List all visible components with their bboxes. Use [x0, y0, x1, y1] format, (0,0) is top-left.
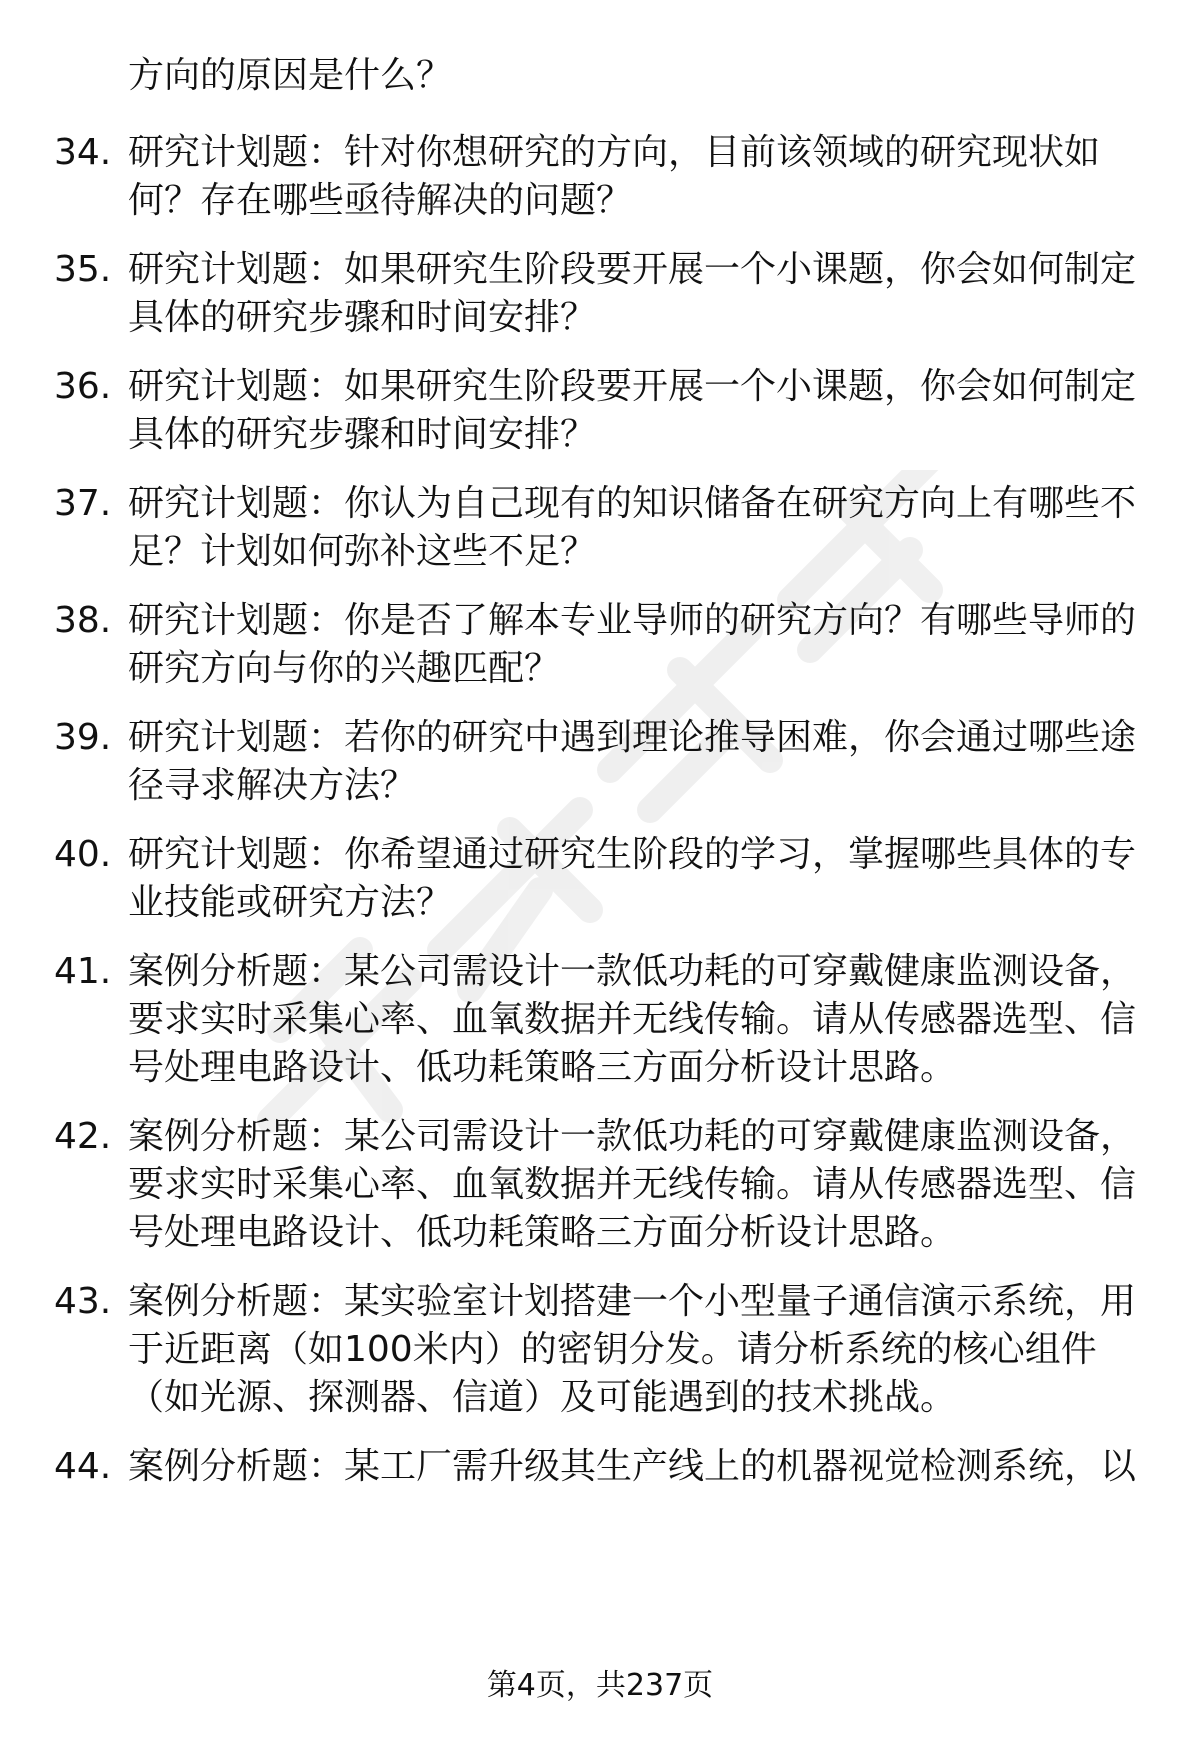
item-38-line-1: 研究计划题：你是否了解本专业导师的研究方向？有哪些导师的: [128, 600, 1137, 641]
item-36-line-1: 研究计划题：如果研究生阶段要开展一个小课题，你会如何制定: [128, 366, 1137, 407]
item-34-line-1: 研究计划题：针对你想研究的方向，目前该领域的研究现状如: [128, 132, 1101, 173]
item-39-line-1: 研究计划题：若你的研究中遇到理论推导困难，你会通过哪些途: [128, 717, 1137, 758]
item-38-line-2: 研究方向与你的兴趣匹配？: [128, 648, 561, 689]
item-42-line-3: 号处理电路设计、低功耗策略三方面分析设计思路。: [128, 1212, 957, 1253]
item-41-line-3: 号处理电路设计、低功耗策略三方面分析设计思路。: [128, 1047, 957, 1088]
item-42-line-1: 案例分析题：某公司需设计一款低功耗的可穿戴健康监测设备，: [128, 1116, 1137, 1157]
item-number-39: 39.: [54, 717, 112, 758]
item-41-line-2: 要求实时采集心率、血氧数据并无线传输。请从传感器选型、信: [128, 999, 1137, 1040]
item-37-line-1: 研究计划题：你认为自己现有的知识储备在研究方向上有哪些不: [128, 483, 1137, 524]
item-34-line-2: 何？存在哪些亟待解决的问题？: [128, 180, 633, 221]
item-37-line-2: 足？计划如何弥补这些不足？: [128, 531, 597, 572]
item-41-line-1: 案例分析题：某公司需设计一款低功耗的可穿戴健康监测设备，: [128, 951, 1137, 992]
item-number-44: 44.: [54, 1446, 112, 1487]
item-number-38: 38.: [54, 600, 112, 641]
item-44-line-1: 案例分析题：某工厂需升级其生产线上的机器视觉检测系统，以: [128, 1446, 1137, 1487]
item-number-34: 34.: [54, 132, 112, 173]
item-number-43: 43.: [54, 1281, 112, 1322]
item-43-line-1: 案例分析题：某实验室计划搭建一个小型量子通信演示系统，用: [128, 1281, 1137, 1322]
item-43-line-3: （如光源、探测器、信道）及可能遇到的技术挑战。: [128, 1377, 957, 1418]
item-36-line-2: 具体的研究步骤和时间安排？: [128, 414, 597, 455]
item-number-37: 37.: [54, 483, 112, 524]
item-39-line-2: 径寻求解决方法？: [128, 765, 417, 806]
item-42-line-2: 要求实时采集心率、血氧数据并无线传输。请从传感器选型、信: [128, 1164, 1137, 1205]
item-number-40: 40.: [54, 834, 112, 875]
item-continuation-line: 方向的原因是什么？: [128, 55, 453, 96]
item-number-36: 36.: [54, 366, 112, 407]
item-number-35: 35.: [54, 249, 112, 290]
item-number-42: 42.: [54, 1116, 112, 1157]
item-40-line-1: 研究计划题：你希望通过研究生阶段的学习，掌握哪些具体的专: [128, 834, 1137, 875]
item-43-line-2: 于近距离（如100米内）的密钥分发。请分析系统的核心组件: [128, 1329, 1097, 1370]
item-35-line-2: 具体的研究步骤和时间安排？: [128, 297, 597, 338]
item-number-41: 41.: [54, 951, 112, 992]
item-40-line-2: 业技能或研究方法？: [128, 882, 453, 923]
page-footer: 第4页，共237页: [486, 1668, 714, 1703]
item-35-line-1: 研究计划题：如果研究生阶段要开展一个小课题，你会如何制定: [128, 249, 1137, 290]
